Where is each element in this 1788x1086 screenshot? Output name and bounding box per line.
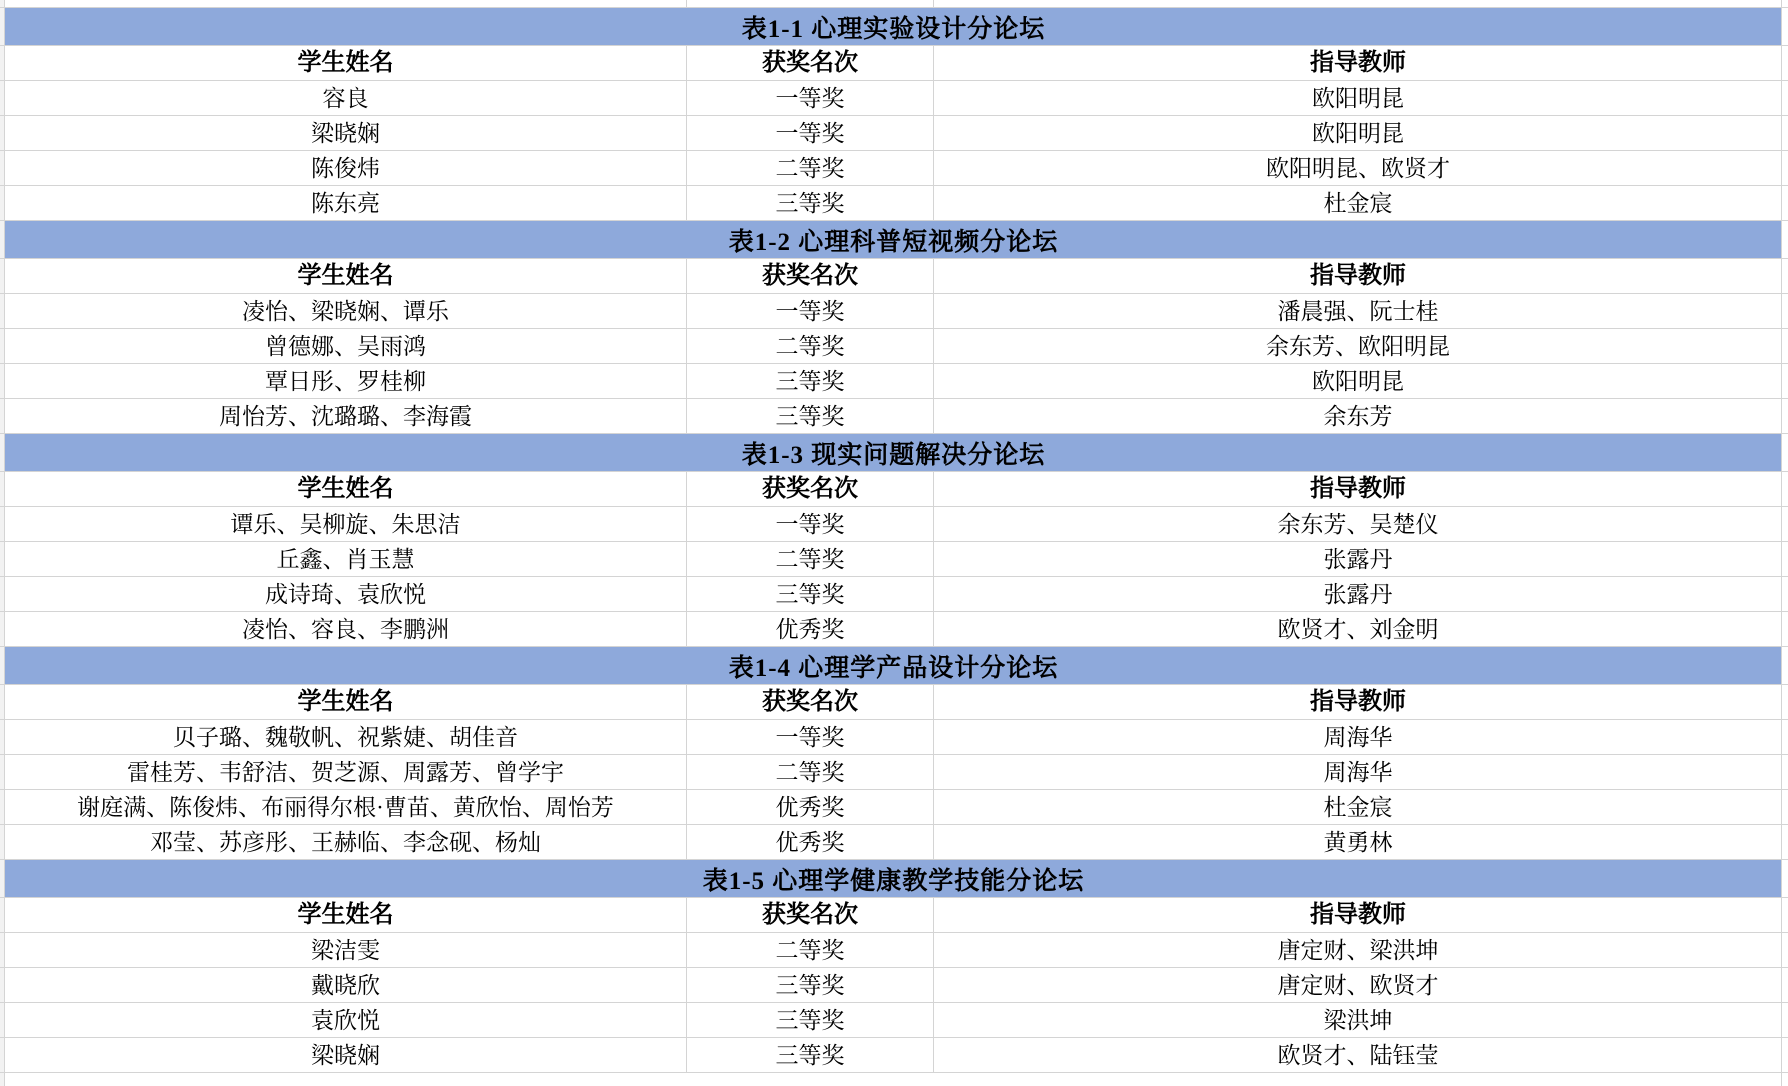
teacher-cell[interactable]: 欧阳明昆、欧贤才 [933,151,1782,185]
student-cell[interactable]: 覃日彤、罗桂柳 [5,364,686,398]
row-right-pad [1782,825,1788,859]
row-right-pad [1782,46,1788,80]
teacher-cell[interactable]: 唐定财、梁洪坤 [933,933,1782,967]
award-table-section [0,647,1788,860]
student-cell[interactable]: 凌怡、容良、李鹏洲 [5,612,686,646]
header-award[interactable]: 获奖名次 [686,898,933,932]
student-cell[interactable]: 梁晓娴 [5,1038,686,1072]
section-title[interactable]: 表1-3 现实问题解决分论坛 [5,434,1782,471]
top-row-sliver [0,0,1788,8]
header-student[interactable]: 学生姓名 [5,472,686,506]
row-right-pad [1782,151,1788,185]
header-student[interactable]: 学生姓名 [5,898,686,932]
row-right-pad [1782,542,1788,576]
student-cell[interactable]: 贝子璐、魏敬帆、祝紫婕、胡佳音 [5,720,686,754]
teacher-cell[interactable]: 余东芳、吴楚仪 [933,507,1782,541]
award-table-section [0,860,1788,1073]
column-header-row [0,898,1788,933]
award-cell[interactable]: 三等奖 [686,1003,933,1037]
row-right-pad [1782,186,1788,220]
award-cell[interactable]: 三等奖 [686,577,933,611]
row-right-pad [1782,898,1788,932]
award-cell[interactable]: 三等奖 [686,399,933,433]
student-cell[interactable]: 梁晓娴 [5,116,686,150]
award-cell[interactable]: 一等奖 [686,507,933,541]
row-right-pad [1782,685,1788,719]
teacher-cell[interactable]: 欧阳明昆 [933,116,1782,150]
award-cell[interactable]: 优秀奖 [686,790,933,824]
section-rows [0,294,1788,434]
award-cell[interactable]: 一等奖 [686,294,933,328]
table-row [0,542,1788,577]
table-row [0,933,1788,968]
student-cell[interactable]: 谢庭满、陈俊炜、布丽得尔根·曹苗、黄欣怡、周怡芳 [5,790,686,824]
student-cell[interactable]: 丘鑫、肖玉慧 [5,542,686,576]
teacher-cell[interactable]: 杜金宸 [933,186,1782,220]
row-right-pad [1782,364,1788,398]
award-cell[interactable]: 二等奖 [686,755,933,789]
row-right-pad [1782,81,1788,115]
row-right-pad [1782,1003,1788,1037]
teacher-cell[interactable]: 周海华 [933,720,1782,754]
header-teacher[interactable]: 指导教师 [933,685,1782,719]
teacher-cell[interactable]: 欧阳明昆 [933,364,1782,398]
student-cell[interactable]: 陈俊炜 [5,151,686,185]
table-row [0,825,1788,860]
award-table-section [0,434,1788,647]
row-right-pad [1782,720,1788,754]
section-rows [0,720,1788,860]
award-cell[interactable]: 三等奖 [686,1038,933,1072]
student-cell[interactable]: 成诗琦、袁欣悦 [5,577,686,611]
row-right-pad [1782,259,1788,293]
table-row [0,755,1788,790]
table-row [0,577,1788,612]
row-right-pad [1782,933,1788,967]
header-teacher[interactable]: 指导教师 [933,472,1782,506]
row-right-pad [1782,472,1788,506]
header-teacher[interactable]: 指导教师 [933,46,1782,80]
header-award[interactable]: 获奖名次 [686,685,933,719]
award-cell[interactable]: 优秀奖 [686,612,933,646]
row-right-pad [1782,507,1788,541]
section-rows [0,933,1788,1073]
column-header-row [0,685,1788,720]
award-cell[interactable]: 二等奖 [686,151,933,185]
student-cell[interactable]: 袁欣悦 [5,1003,686,1037]
student-cell[interactable]: 邓莹、苏彦彤、王赫临、李念砚、杨灿 [5,825,686,859]
table-row [0,720,1788,755]
table-row [0,116,1788,151]
teacher-cell[interactable]: 潘晨强、阮士桂 [933,294,1782,328]
header-student[interactable]: 学生姓名 [5,259,686,293]
header-student[interactable]: 学生姓名 [5,685,686,719]
tables-container [0,8,1788,1073]
section-title-band [0,8,1788,46]
student-cell[interactable]: 曾德娜、吴雨鸿 [5,329,686,363]
column-header-row [0,259,1788,294]
student-cell[interactable]: 雷桂芳、韦舒洁、贺芝源、周露芳、曾学宇 [5,755,686,789]
teacher-cell[interactable]: 周海华 [933,755,1782,789]
student-cell[interactable]: 谭乐、吴柳旋、朱思洁 [5,507,686,541]
header-award[interactable]: 获奖名次 [686,259,933,293]
section-title-band [0,647,1788,685]
column-header-row [0,46,1788,81]
table-row [0,1038,1788,1073]
award-table-section [0,221,1788,434]
row-right-pad [1782,1038,1788,1072]
section-title[interactable]: 表1-5 心理学健康教学技能分论坛 [5,860,1782,897]
row-right-pad [1782,755,1788,789]
header-award[interactable]: 获奖名次 [686,46,933,80]
row-right-pad [1782,116,1788,150]
teacher-cell[interactable]: 黄勇林 [933,825,1782,859]
table-row [0,364,1788,399]
grid-vline [933,0,934,7]
table-row [0,968,1788,1003]
table-row [0,399,1788,434]
student-cell[interactable]: 陈东亮 [5,186,686,220]
award-cell[interactable]: 三等奖 [686,968,933,1002]
row-right-pad [1782,790,1788,824]
row-right-pad [1782,329,1788,363]
grid-vline [686,0,687,7]
award-cell[interactable]: 二等奖 [686,542,933,576]
student-cell[interactable]: 梁洁雯 [5,933,686,967]
section-title-band [0,434,1788,472]
student-cell[interactable]: 戴晓欣 [5,968,686,1002]
teacher-cell[interactable]: 杜金宸 [933,790,1782,824]
award-cell[interactable]: 二等奖 [686,329,933,363]
teacher-cell[interactable]: 张露丹 [933,542,1782,576]
table-row [0,151,1788,186]
award-cell[interactable]: 一等奖 [686,720,933,754]
award-cell[interactable]: 一等奖 [686,116,933,150]
teacher-cell[interactable]: 余东芳 [933,399,1782,433]
table-row [0,1003,1788,1038]
row-right-pad [1782,294,1788,328]
teacher-cell[interactable]: 欧阳明昆 [933,81,1782,115]
row-right-pad [1782,968,1788,1002]
section-title[interactable]: 表1-2 心理科普短视频分论坛 [5,221,1782,258]
header-award[interactable]: 获奖名次 [686,472,933,506]
award-cell[interactable]: 三等奖 [686,186,933,220]
award-cell[interactable]: 三等奖 [686,364,933,398]
table-row [0,186,1788,221]
section-title[interactable]: 表1-4 心理学产品设计分论坛 [5,647,1782,684]
award-cell[interactable]: 二等奖 [686,933,933,967]
teacher-cell[interactable]: 张露丹 [933,577,1782,611]
table-row [0,294,1788,329]
section-title-band [0,221,1788,259]
teacher-cell[interactable]: 余东芳、欧阳明昆 [933,329,1782,363]
section-rows [0,81,1788,221]
row-right-pad [1782,612,1788,646]
teacher-cell[interactable]: 欧贤才、刘金明 [933,612,1782,646]
student-cell[interactable]: 容良 [5,81,686,115]
table-row [0,790,1788,825]
award-cell[interactable]: 一等奖 [686,81,933,115]
table-row [0,612,1788,647]
teacher-cell[interactable]: 梁洪坤 [933,1003,1782,1037]
section-title[interactable]: 表1-1 心理实验设计分论坛 [5,8,1782,45]
student-cell[interactable]: 周怡芳、沈璐璐、李海霞 [5,399,686,433]
header-teacher[interactable]: 指导教师 [933,259,1782,293]
teacher-cell[interactable]: 唐定财、欧贤才 [933,968,1782,1002]
sheet-left-gridline [4,0,5,1086]
section-rows [0,507,1788,647]
teacher-cell[interactable]: 欧贤才、陆钰莹 [933,1038,1782,1072]
sheet-right-gridline [1781,0,1782,1086]
table-row [0,507,1788,542]
header-teacher[interactable]: 指导教师 [933,898,1782,932]
row-right-pad [1782,399,1788,433]
award-cell[interactable]: 优秀奖 [686,825,933,859]
award-table-section [0,8,1788,221]
table-row [0,329,1788,364]
student-cell[interactable]: 凌怡、梁晓娴、谭乐 [5,294,686,328]
header-student[interactable]: 学生姓名 [5,46,686,80]
column-header-row [0,472,1788,507]
row-right-pad [1782,577,1788,611]
section-title-band [0,860,1788,898]
table-row [0,81,1788,116]
